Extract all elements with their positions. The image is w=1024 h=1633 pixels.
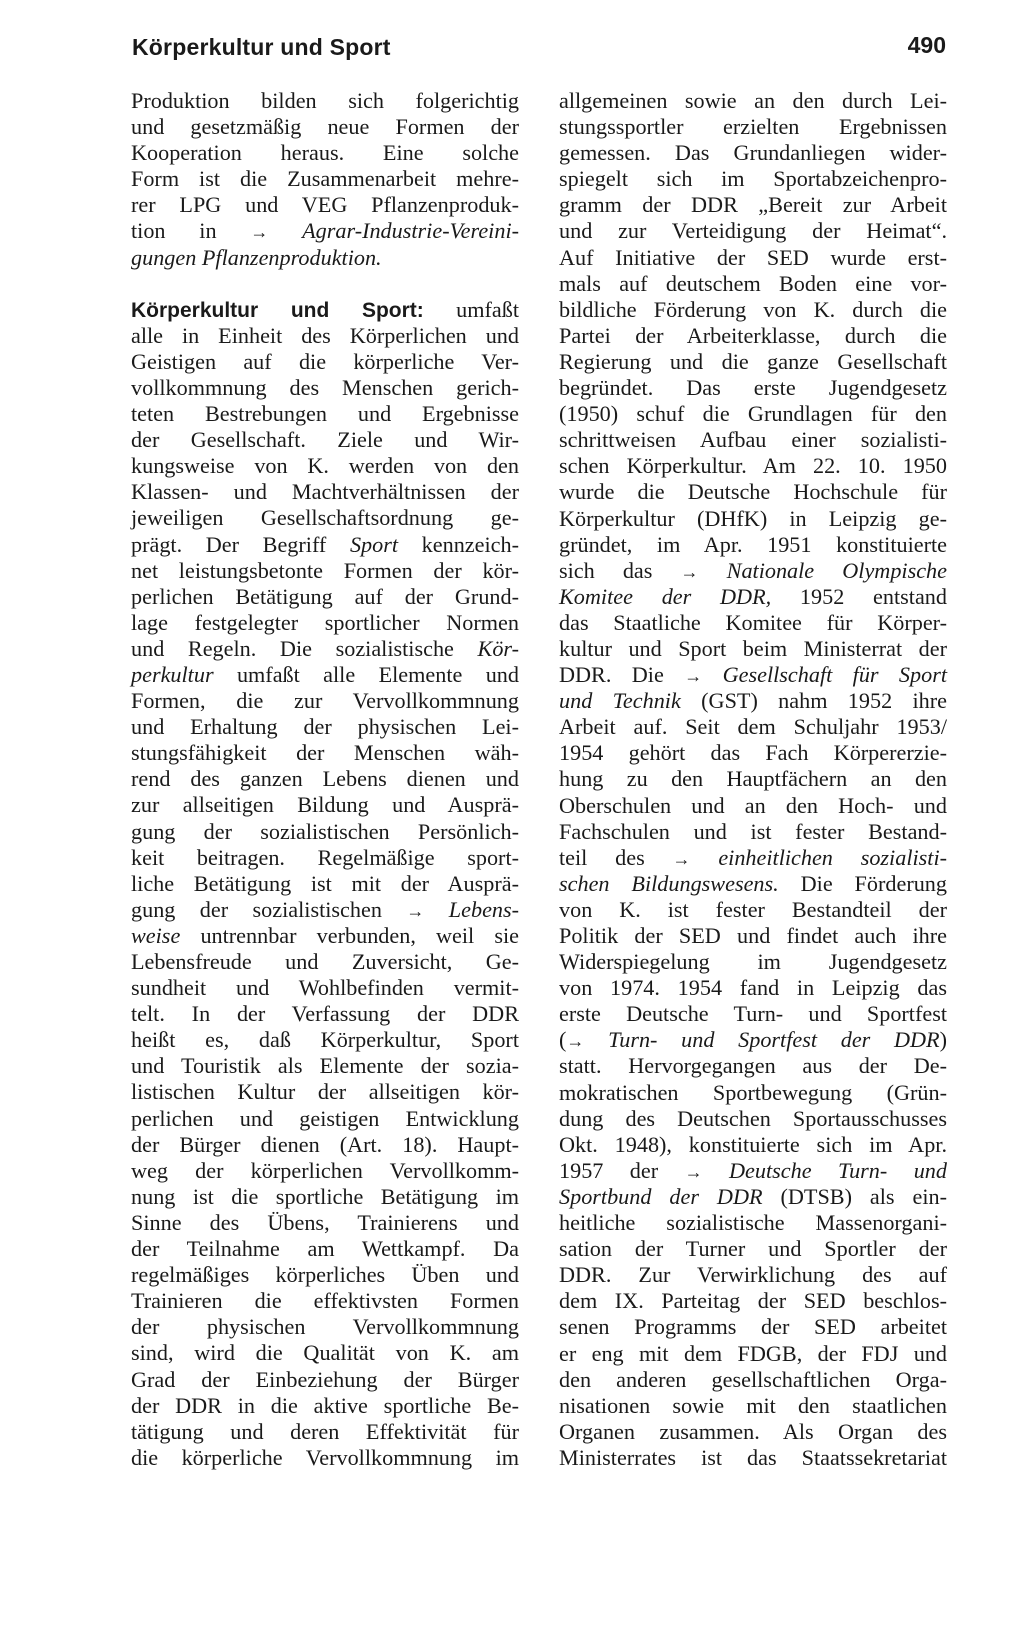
text-line: net leistungsbetonte Formen der kör- <box>131 557 519 583</box>
text-line: stungssportler erzielten Ergebnissen <box>559 114 947 140</box>
arrow-icon: → <box>680 561 699 582</box>
right-column <box>559 88 947 1471</box>
emphasis: perkultur <box>131 661 214 687</box>
text-line: der physischen Vervollkommnung <box>131 1314 519 1340</box>
text-line: Ministerrates ist das Staatssekretariat <box>559 1444 947 1470</box>
text-run: 1957 der <box>559 1157 659 1183</box>
cross-reference: Lebens- <box>448 896 520 922</box>
text-run: umfaßt <box>456 296 519 322</box>
arrow-icon: → <box>406 900 425 921</box>
text-line: sind, wird die Qualität von K. am <box>131 1340 519 1366</box>
cross-reference-line <box>559 1184 947 1210</box>
cross-reference-line <box>559 688 947 714</box>
text-line: Geistigen auf die körperliche Ver- <box>131 348 519 374</box>
cross-reference-line <box>131 245 519 271</box>
text-run: sich das <box>559 557 653 583</box>
text-line: mokratischen Sportbewegung (Grün- <box>559 1079 947 1105</box>
text-run: (DTSB) als ein- <box>780 1183 948 1209</box>
text-line: lage festgelegter sportlicher Normen <box>131 609 519 635</box>
text-line: hung zu den Hauptfächern an den <box>559 766 947 792</box>
text-run: ) <box>939 1027 947 1053</box>
cross-reference-line <box>559 584 947 610</box>
text-line: den anderen gesellschaftlichen Orga- <box>559 1366 947 1392</box>
text-line <box>131 532 519 558</box>
text-line: er eng mit dem FDGB, der FDJ und <box>559 1340 947 1366</box>
text-line: und gesetzmäßig neue Formen der <box>131 114 519 140</box>
cross-reference: schen Bildungswesens. <box>559 870 779 896</box>
text-line: gemessen. Das Grundanliegen wider- <box>559 140 947 166</box>
text-line: (1950) schuf die Grundlagen für den <box>559 401 947 427</box>
text-run: gung der sozialistischen <box>131 896 382 922</box>
text-line: sation der Turner und Sportler der <box>559 1236 947 1262</box>
text-line: dem IX. Parteitag der SED beschlos- <box>559 1288 947 1314</box>
text-line: kultur und Sport beim Ministerrat der <box>559 635 947 661</box>
text-line <box>131 662 519 688</box>
arrow-icon: → <box>566 1031 585 1052</box>
text-line: Lebensfreude und Zuversicht, Ge- <box>131 949 519 974</box>
arrow-icon: → <box>672 848 691 869</box>
arrow-icon: → <box>684 1161 703 1182</box>
text-run: 1952 entstand <box>799 583 947 609</box>
text-run: und Regeln. Die sozialistische <box>131 635 454 661</box>
text-line: liche Betätigung ist mit der Ausprä- <box>131 870 519 896</box>
cross-reference: Gesellschaft für Sport <box>722 662 948 688</box>
text-line: bildliche Förderung von K. durch die <box>559 296 947 322</box>
emphasis: Kör- <box>477 635 519 661</box>
text-line: DDR. Zur Verwirklichung des auf <box>559 1262 947 1288</box>
cross-reference: gungen Pflanzenproduktion. <box>131 244 382 270</box>
text-line: gung der sozialistischen Persönlich- <box>131 818 519 844</box>
text-line: der DDR in die aktive sportliche Be- <box>131 1392 519 1418</box>
text-run: kennzeich- <box>421 531 519 557</box>
cross-reference-line <box>559 1027 947 1053</box>
text-line: und Touristik als Elemente der sozia- <box>131 1053 519 1079</box>
left-column <box>131 88 519 1471</box>
text-line: Sinne des Übens, Trainierens und <box>131 1209 519 1235</box>
cross-reference-line <box>131 923 519 949</box>
cross-reference-line <box>559 845 947 871</box>
text-line: und zur Verteidigung der Heimat“. <box>559 218 947 244</box>
text-line: listischen Kultur der allseitigen kör- <box>131 1079 519 1105</box>
cross-reference-line <box>131 218 519 244</box>
text-line: statt. Hervorgegangen aus der De- <box>559 1053 947 1079</box>
text-run: ( <box>559 1027 567 1053</box>
text-line: stungsfähigkeit der Menschen wäh- <box>131 740 519 766</box>
text-line: regelmäßiges körperliches Üben und <box>131 1262 519 1288</box>
text-line: Partei der Arbeiterklasse, durch die <box>559 322 947 348</box>
text-line: keit beitragen. Regelmäßige sport- <box>131 844 519 870</box>
text-run: tion in <box>131 218 217 244</box>
text-line: telt. In der Verfassung der DDR <box>131 1001 519 1027</box>
text-line: senen Programms der SED arbeitet <box>559 1314 947 1340</box>
text-line: vollkommnung des Menschen gerich- <box>131 374 519 400</box>
text-line: perlichen und geistigen Entwicklung <box>131 1105 519 1131</box>
text-line: das Staatliche Komitee für Körper- <box>559 609 947 635</box>
page-number: 490 <box>907 32 946 58</box>
running-head-title: Körperkultur und Sport <box>132 34 391 60</box>
text-line: spiegelt sich im Sportabzeichenpro- <box>559 166 947 192</box>
text-line: Okt. 1948), konstituierte sich im Apr. <box>559 1131 947 1157</box>
text-line: nung ist die sportliche Betätigung im <box>131 1183 519 1209</box>
cross-reference: Nationale Olympische <box>726 557 947 583</box>
cross-reference: Turn- und Sportfest der DDR <box>608 1027 940 1053</box>
text-line: jeweiligen Gesellschaftsordnung ge- <box>131 505 519 531</box>
text-line: Politik der SED und findet auch ihre <box>559 923 947 948</box>
cross-reference-line <box>559 662 947 688</box>
cross-reference: weise <box>131 922 181 948</box>
cross-reference-line <box>559 871 947 897</box>
text-line: rer LPG und VEG Pflanzenproduk- <box>131 192 519 218</box>
text-line: Fachschulen und ist fester Bestand- <box>559 818 947 844</box>
text-line: Arbeit auf. Seit dem Schuljahr 1953/ <box>559 714 947 740</box>
text-line: sundheit und Wohlbefinden vermit- <box>131 975 519 1001</box>
text-line: wurde die Deutsche Hochschule für <box>559 479 947 505</box>
cross-reference-line <box>559 1158 947 1184</box>
text-line: Trainieren die effektivsten Formen <box>131 1288 519 1314</box>
cross-reference-line <box>559 558 947 584</box>
text-line: erste Deutsche Turn- und Sportfest <box>559 1001 947 1027</box>
text-line: Klassen- und Machtverhältnissen der <box>131 479 519 505</box>
text-line: der Bürger dienen (Art. 18). Haupt- <box>131 1131 519 1157</box>
text-line: gründet, im Apr. 1951 konstituierte <box>559 531 947 557</box>
text-line: von K. ist fester Bestandteil der <box>559 896 947 922</box>
arrow-icon: → <box>250 222 269 243</box>
cross-reference: Komitee der DDR, <box>559 583 772 609</box>
text-line: Produktion bilden sich folgerichtig <box>131 88 519 113</box>
text-line: Auf Initiative der SED wurde erst- <box>559 244 947 270</box>
text-line: der Gesellschaft. Ziele und Wir- <box>131 427 519 453</box>
text-line: teten Bestrebungen und Ergebnisse <box>131 401 519 427</box>
text-run: umfaßt alle Elemente und <box>236 661 519 687</box>
arrow-icon: → <box>684 666 703 687</box>
text-line: rend des ganzen Lebens dienen und <box>131 766 519 792</box>
paragraph-gap <box>131 271 519 297</box>
text-run: prägt. Der Begriff <box>131 531 327 557</box>
text-run: teil des <box>559 844 645 870</box>
text-line: 1954 gehört das Fach Körpererzie- <box>559 740 947 766</box>
text-line: Oberschulen und an den Hoch- und <box>559 792 947 818</box>
text-line: Widerspiegelung im Jugendgesetz <box>559 949 947 975</box>
text-line: der Teilnahme am Wettkampf. Da <box>131 1236 519 1262</box>
cross-reference: Sportbund der DDR <box>559 1183 763 1209</box>
cross-reference: und Technik <box>559 688 681 714</box>
text-line: von 1974. 1954 fand in Leipzig das <box>559 975 947 1001</box>
text-line: kungsweise von K. werden von den <box>131 453 519 479</box>
text-line: Organen zusammen. Als Organ des <box>559 1418 947 1444</box>
text-line: Formen, die zur Vervollkommnung <box>131 688 519 714</box>
text-line: Form ist die Zusammenarbeit mehre- <box>131 166 519 192</box>
text-line <box>131 636 519 662</box>
text-line: heißt es, daß Körperkultur, Sport <box>131 1027 519 1053</box>
text-run: DDR. Die <box>559 662 664 688</box>
text-line: Kooperation heraus. Eine solche <box>131 140 519 166</box>
text-line: schrittweisen Aufbau einer sozialisti- <box>559 427 947 453</box>
text-run: Die Förderung <box>800 870 947 896</box>
cross-reference: einheitlichen sozialisti- <box>718 844 947 870</box>
text-line: schen Körperkultur. Am 22. 10. 1950 <box>559 453 947 479</box>
entry-heading-line <box>131 297 519 323</box>
cross-reference-line <box>131 897 519 923</box>
text-line: allgemeinen sowie an den durch Lei- <box>559 88 947 113</box>
text-line: tätigung und deren Effektivität für <box>131 1418 519 1444</box>
emphasis: Sport <box>349 531 399 557</box>
text-line: und Erhaltung der physischen Lei- <box>131 714 519 740</box>
text-line: heitliche sozialistische Massenorgani- <box>559 1210 947 1236</box>
text-line: weg der körperlichen Vervollkomm- <box>131 1157 519 1183</box>
text-run: (GST) nahm 1952 ihre <box>701 688 948 714</box>
text-line: gramm der DDR „Bereit zur Arbeit <box>559 192 947 218</box>
entry-term: Körperkultur und Sport: <box>131 298 424 322</box>
text-line: nisationen sowie mit den staatlichen <box>559 1392 947 1418</box>
text-line: perlichen Betätigung auf der Grund- <box>131 583 519 609</box>
text-line: die körperliche Vervollkommnung im <box>131 1444 519 1470</box>
text-line: Grad der Einbeziehung der Bürger <box>131 1366 519 1392</box>
text-line: Körperkultur (DHfK) in Leipzig ge- <box>559 505 947 531</box>
text-run: untrennbar verbunden, weil sie <box>200 922 519 948</box>
text-line: dung des Deutschen Sportausschusses <box>559 1105 947 1131</box>
cross-reference: Deutsche Turn- und <box>728 1157 947 1183</box>
text-line: Regierung und die ganze Gesellschaft <box>559 348 947 374</box>
text-line: begründet. Das erste Jugendgesetz <box>559 375 947 401</box>
cross-reference: Agrar-Industrie-Vereini- <box>302 218 519 244</box>
text-line: alle in Einheit des Körperlichen und <box>131 322 519 348</box>
text-line: zur allseitigen Bildung und Ausprä- <box>131 792 519 818</box>
text-line: mals auf deutschem Boden eine vor- <box>559 270 947 296</box>
